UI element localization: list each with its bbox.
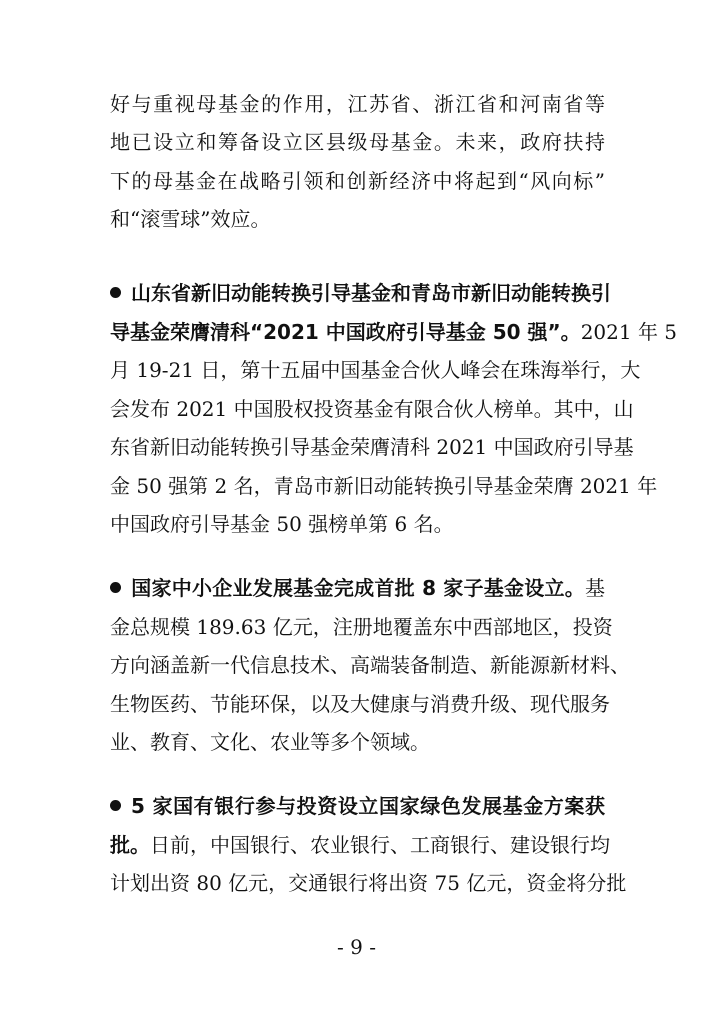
shandong-heading-line-2 (110, 314, 678, 350)
green-heading-text-2: 批。 (110, 833, 150, 857)
shandong-body-line-4: 金 50 强第 2 名，青岛市新旧动能转换引导基金荣膺 2021 年 (110, 474, 658, 498)
bullet-icon (110, 800, 121, 811)
sme-body-line-4: 业、教育、文化、农业等多个领域。 (110, 730, 430, 754)
page-number: - 9 - (337, 935, 376, 959)
sme-body-line-3: 生物医药、节能环保，以及大健康与消费升级、现代服务 (110, 692, 610, 716)
intro-line-3: 下的母基金在战略引领和创新经济中将起到“风向标” (110, 169, 605, 193)
green-heading-line-2 (110, 827, 610, 863)
sme-heading-line (110, 570, 605, 606)
sme-line-1-tail: 基 (585, 576, 605, 600)
green-heading-text-1: 5 家国有银行参与投资设立国家绿色发展基金方案获 (131, 794, 605, 818)
green-line-2-tail: 日前，中国银行、农业银行、工商银行、建设银行均 (150, 833, 610, 857)
green-heading-line-1 (110, 788, 605, 824)
shandong-body-line-3: 东省新旧动能转换引导基金荣膺清科 2021 中国政府引导基 (110, 435, 634, 459)
shandong-heading-text-2: 导基金荣膺清科“2021 中国政府引导基金 50 强”。 (110, 320, 581, 344)
bullet-icon (110, 582, 121, 593)
sme-heading-text: 国家中小企业发展基金完成首批 8 家子基金设立。 (131, 576, 585, 600)
sme-body-line-2: 方向涵盖新一代信息技术、高端装备制造、新能源新材料、 (110, 653, 630, 677)
shandong-body-line-1: 月 19-21 日，第十五届中国基金合伙人峰会在珠海举行，大 (110, 358, 641, 382)
shandong-body-line-5: 中国政府引导基金 50 强榜单第 6 名。 (110, 512, 454, 536)
shandong-line-2-tail: 2021 年 5 (580, 320, 678, 344)
sme-body-line-1: 金总规模 189.63 亿元，注册地覆盖东中西部地区，投资 (110, 615, 613, 639)
intro-line-1: 好与重视母基金的作用，江苏省、浙江省和河南省等 (110, 92, 605, 116)
intro-line-2: 地已设立和筹备设立区县级母基金。未来，政府扶持 (110, 130, 605, 154)
shandong-heading-line-1 (110, 275, 611, 311)
green-body-line-1: 计划出资 80 亿元，交通银行将出资 75 亿元，资金将分批 (110, 871, 627, 895)
shandong-body-line-2: 会发布 2021 中国股权投资基金有限合伙人榜单。其中，山 (110, 397, 634, 421)
bullet-icon (110, 287, 121, 298)
shandong-heading-text-1: 山东省新旧动能转换引导基金和青岛市新旧动能转换引 (131, 281, 611, 305)
intro-line-4: 和“滚雪球”效应。 (110, 207, 271, 231)
